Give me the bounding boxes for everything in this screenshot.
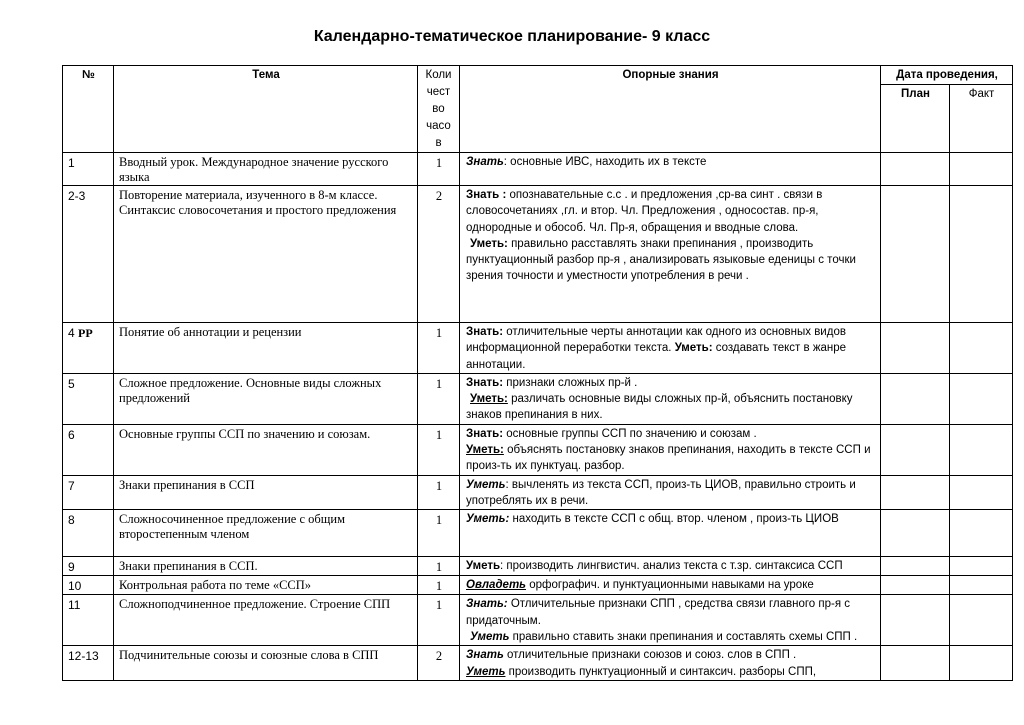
row-plan-date: [881, 323, 950, 374]
row-plan-date: [881, 595, 950, 646]
row-fact-date: [950, 595, 1013, 646]
knowledge-text: основные группы ССП по значению и союзам .: [503, 427, 757, 440]
row-num: 12-13: [63, 646, 114, 681]
row-fact-date: [950, 557, 1013, 576]
row-topic: Сложноподчиненное предложение. Строение СПП: [114, 595, 418, 646]
page-title: Календарно-тематическое планирование- 9 класс: [313, 28, 711, 45]
row-num: 5: [63, 373, 114, 424]
row-topic: Сложносочиненное предложение с общим второстепенным членом: [114, 510, 418, 557]
knowledge-label: Знать:: [466, 376, 504, 389]
row-hours: 1: [418, 153, 460, 186]
row-num: [63, 323, 114, 374]
knowledge-label: Знать: [466, 649, 504, 662]
header-hours-line: Коли: [425, 69, 452, 81]
row-hours: 1: [418, 323, 460, 374]
row-plan-date: [881, 576, 950, 595]
skill-label: Уметь:: [674, 342, 713, 355]
skill-text: находить в тексте ССП с общ. втор. членом , произ-ть ЦИОВ: [509, 513, 839, 526]
skill-text: правильно расставлять знаки препинания , производить пунктуационный разбор пр-я , анализировать языковые еденицы с точки зрения точности и уместности употребления в речи .: [466, 237, 856, 283]
row-knowledge: [460, 323, 881, 374]
row-topic: Подчинительные союзы и союзные слова в СПП: [114, 646, 418, 681]
knowledge-label: Знать:: [466, 427, 504, 440]
knowledge-label: Знать :: [466, 189, 507, 201]
knowledge-label: Знать: [466, 156, 504, 168]
row-plan-date: [881, 646, 950, 681]
skill-text: создавать текст в жанре аннотации.: [466, 342, 847, 371]
header-date: Дата проведения,: [881, 66, 1013, 85]
row-plan-date: [881, 510, 950, 557]
row-topic: Вводный урок. Международное значение русского языка: [114, 153, 418, 186]
skill-label: Уметь: [466, 478, 506, 491]
row-hours: 1: [418, 475, 460, 510]
row-fact-date: [950, 510, 1013, 557]
row-num: 10: [63, 576, 114, 595]
row-topic: Знаки препинания в ССП.: [114, 557, 418, 576]
row-plan-date: [881, 424, 950, 475]
planning-table: [62, 65, 1013, 681]
row-topic: Сложное предложение. Основные виды сложных предложений: [114, 373, 418, 424]
row-hours: 2: [418, 646, 460, 681]
skill-text: производить пунктуационный и синтаксич. разборы СПП,: [505, 665, 817, 678]
row-hours: 1: [418, 510, 460, 557]
row-fact-date: [950, 576, 1013, 595]
row-num: 11: [63, 595, 114, 646]
row-knowledge: [460, 153, 881, 186]
row-num: 6: [63, 424, 114, 475]
row-plan-date: [881, 373, 950, 424]
row-plan-date: [881, 557, 950, 576]
header-hours-line: чест: [426, 86, 451, 98]
row-num: 8: [63, 510, 114, 557]
skill-text: различать основные виды сложных пр-й, объяснить постановку знаков препинания в них.: [466, 393, 853, 422]
knowledge-text: признаки сложных пр-й .: [503, 376, 638, 389]
row-knowledge: [460, 424, 881, 475]
row-fact-date: [950, 373, 1013, 424]
row-fact-date: [950, 646, 1013, 681]
skill-label: Уметь: [470, 630, 510, 643]
row-topic: Повторение материала, изученного в 8-м классе. Синтаксис словосочетания и простого предложения: [114, 186, 418, 323]
row-fact-date: [950, 424, 1013, 475]
table-row: [63, 595, 1013, 646]
knowledge-text: отличительные признаки союзов и союз. слов в СПП .: [503, 649, 797, 662]
header-hours-line: во: [432, 103, 445, 115]
skill-label: Уметь:: [466, 444, 504, 457]
row-topic: Знаки препинания в ССП: [114, 475, 418, 510]
header-topic: Тема: [114, 66, 418, 153]
row-num: 7: [63, 475, 114, 510]
header-plan: План: [881, 85, 950, 153]
row-fact-date: [950, 475, 1013, 510]
header-num: №: [63, 66, 114, 153]
knowledge-text: : основные ИВС, находить их в тексте: [503, 156, 707, 168]
row-hours: 2: [418, 186, 460, 323]
skill-text: : производить лингвистич. анализ текста с т.зр. синтаксиса ССП: [500, 560, 843, 573]
table-row: [63, 323, 1013, 374]
table-row: [63, 153, 1013, 186]
knowledge-text: Отличительные признаки СПП , средства связи главного пр-я с придаточным.: [466, 598, 851, 627]
row-knowledge: [460, 576, 881, 595]
row-plan-date: [881, 153, 950, 186]
row-fact-date: [950, 153, 1013, 186]
skill-text: объяснять постановку знаков препинания, находить в тексте ССП и произ-ть их пунктуац. разбор.: [466, 444, 871, 473]
row-num: 1: [63, 153, 114, 186]
row-plan-date: [881, 475, 950, 510]
table-row: [63, 646, 1013, 681]
master-text: орфографич. и пунктуационными навыками на уроке: [526, 579, 814, 592]
skill-text: правильно ставить знаки препинания и составлять схемы СПП .: [509, 630, 858, 643]
row-hours: 1: [418, 373, 460, 424]
row-hours: 1: [418, 576, 460, 595]
knowledge-text: отличительные черты аннотации как одного из основных видов информационной переработки текста.: [466, 326, 846, 355]
row-hours: 1: [418, 595, 460, 646]
row-topic: Контрольная работа по теме «ССП»: [114, 576, 418, 595]
skill-label: Уметь:: [470, 393, 508, 406]
row-fact-date: [950, 323, 1013, 374]
header-hours-line: часо: [426, 120, 451, 132]
row-knowledge: [460, 510, 881, 557]
table-row: [63, 475, 1013, 510]
row-topic: Понятие об аннотации и рецензии: [114, 323, 418, 374]
row-hours: 1: [418, 424, 460, 475]
knowledge-label: Знать:: [466, 326, 504, 338]
skill-label: Уметь: [466, 665, 506, 678]
header-fact: Факт: [950, 85, 1013, 153]
skill-text: : вычленять из текста ССП, произ-ть ЦИОВ, правильно строить и употреблять их в речи.: [466, 478, 856, 508]
header-knowledge: Опорные знания: [460, 66, 881, 153]
row-plan-date: [881, 186, 950, 323]
row-num: 2-3: [63, 186, 114, 323]
knowledge-label: Знать:: [466, 598, 508, 611]
row-topic: Основные группы ССП по значению и союзам.: [114, 424, 418, 475]
table-row: [63, 557, 1013, 576]
table-row: [63, 186, 1013, 323]
table-row: [63, 510, 1013, 557]
skill-label: Уметь:: [470, 237, 508, 250]
row-knowledge: [460, 557, 881, 576]
table-row: [63, 576, 1013, 595]
table-row: [63, 424, 1013, 475]
row-knowledge: [460, 595, 881, 646]
row-knowledge: [460, 186, 881, 323]
skill-label: Уметь: [466, 560, 501, 573]
table-row: [63, 373, 1013, 424]
row-knowledge: [460, 646, 881, 681]
row-num-value: 4: [68, 326, 75, 340]
skill-label: Уметь:: [466, 513, 510, 526]
row-num: 9: [63, 557, 114, 576]
header-hours: [418, 66, 460, 153]
master-label: Овладеть: [466, 579, 526, 592]
row-hours: 1: [418, 557, 460, 576]
row-knowledge: [460, 373, 881, 424]
row-fact-date: [950, 186, 1013, 323]
header-hours-line: в: [435, 137, 442, 149]
row-num-extra: РР: [78, 326, 93, 340]
knowledge-text: опознавательные с.с . и предложения ,ср-ва синт . связи в словосочетаниях ,гл. и втор. Чл. Предложения , односостав. пр-я, однородные и обособ. Чл. Пр-я, обращения и вводные слова.: [466, 189, 823, 234]
row-knowledge: [460, 475, 881, 510]
